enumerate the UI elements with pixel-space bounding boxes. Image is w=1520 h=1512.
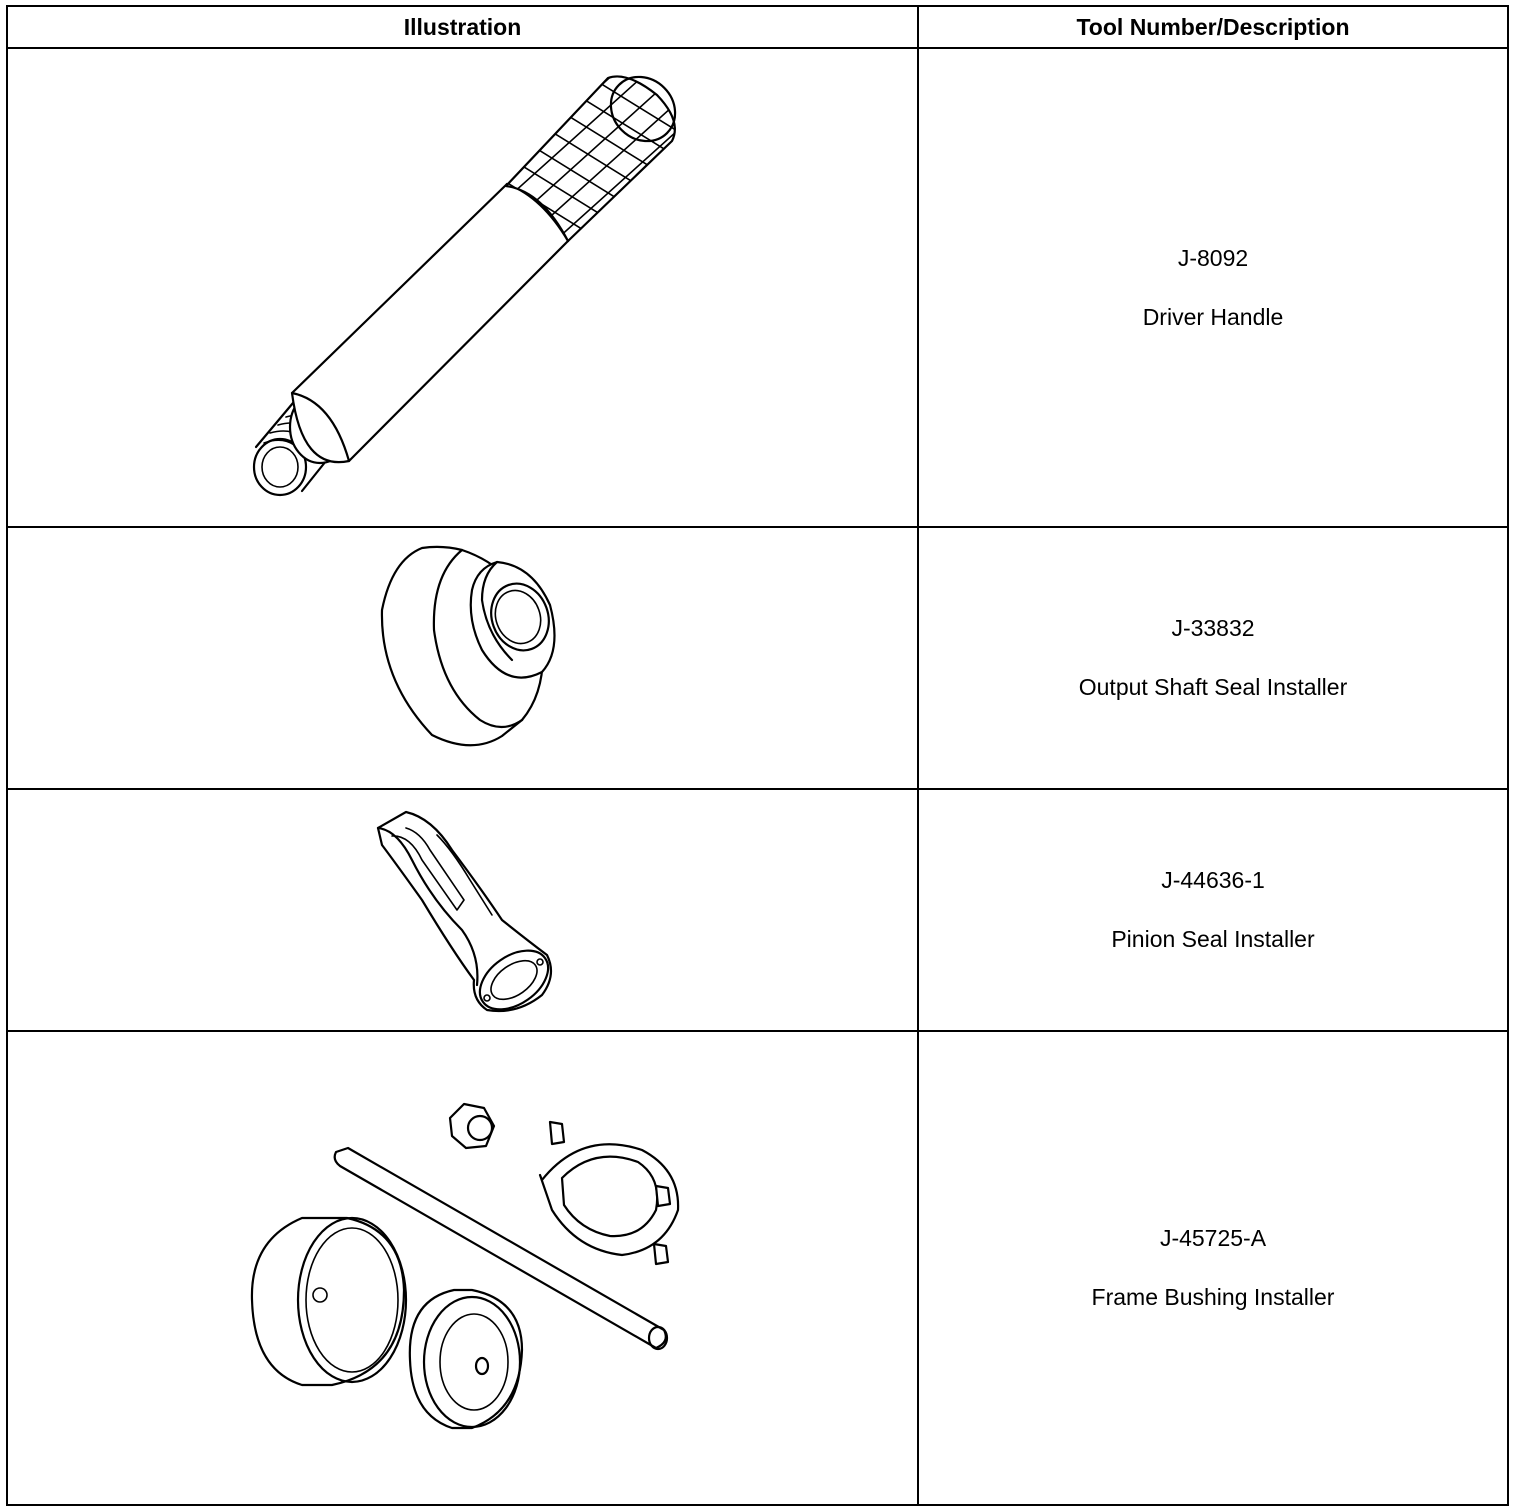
table-row <box>7 527 1508 789</box>
illustration-cell <box>7 527 918 789</box>
tool-number: J-44636-1 <box>1161 867 1265 893</box>
tool-number: J-33832 <box>1171 615 1255 641</box>
driver-handle-illustration <box>8 49 919 526</box>
tools-table <box>6 5 1509 1506</box>
tool-description: Output Shaft Seal Installer <box>1078 674 1348 700</box>
header-row <box>7 6 1508 48</box>
description-cell <box>918 1031 1508 1505</box>
header-tool-number-description: Tool Number/Description <box>918 6 1508 48</box>
frame-bushing-installer-illustration <box>8 1032 919 1504</box>
illustration-cell <box>7 48 918 527</box>
description-cell <box>918 48 1508 527</box>
header-illustration: Illustration <box>7 6 918 48</box>
tool-number: J-45725-A <box>1159 1225 1267 1251</box>
description-cell <box>918 789 1508 1031</box>
tool-number: J-8092 <box>1177 244 1249 271</box>
table-row <box>7 1031 1508 1505</box>
illustration-cell <box>7 789 918 1031</box>
tool-description: Frame Bushing Installer <box>1091 1284 1335 1310</box>
table-row <box>7 789 1508 1031</box>
tool-description: Driver Handle <box>1142 303 1284 330</box>
illustration-cell <box>7 1031 918 1505</box>
pinion-seal-installer-illustration <box>8 790 919 1030</box>
description-cell <box>918 527 1508 789</box>
seal-installer-illustration <box>8 528 919 788</box>
tool-description: Pinion Seal Installer <box>1111 926 1315 952</box>
table-row <box>7 48 1508 527</box>
